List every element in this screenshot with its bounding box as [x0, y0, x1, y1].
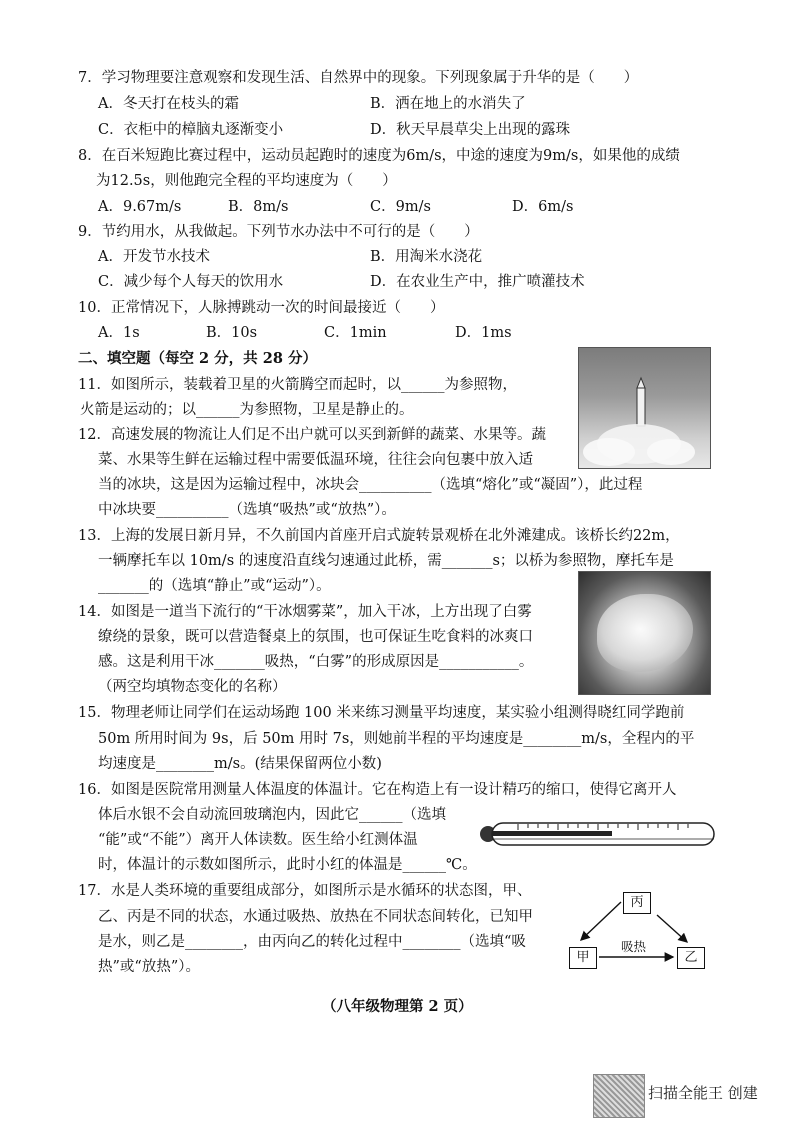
- q17-line4: 热”或“放热”）。: [98, 959, 200, 975]
- q8-stem-line1: 8．在百米短跑比赛过程中，运动员起跑时的速度为6m/s，中途的速度为9m/s，如果他的成绩: [78, 148, 680, 164]
- q11-line2: 火箭是运动的；以______为参照物，卫星是静止的。: [80, 402, 414, 418]
- q7-option-a: A．冬天打在枝头的霜: [98, 96, 239, 112]
- q16-line1: 16．如图是医院常用测量人体温度的体温计。它在构造上有一设计精巧的缩口，使得它离开人: [78, 782, 677, 798]
- dry-ice-dish-photo: [578, 571, 711, 695]
- q12-line2: 菜、水果等生鲜在运输过程中需要低温环境，往往会向包裹中放入适: [98, 452, 533, 468]
- rocket-launch-photo: [578, 347, 711, 469]
- q9-option-a: A．开发节水技术: [98, 249, 210, 265]
- q8-option-d: D．6m/s: [512, 199, 574, 215]
- q17-line2: 乙、丙是不同的状态，水通过吸热、放热在不同状态间转化，已知甲: [98, 909, 533, 925]
- clinical-thermometer: [478, 817, 720, 851]
- qr-code-icon: [593, 1074, 645, 1118]
- q13-line3: _______的（选填“静止”或“运动”）。: [98, 578, 331, 594]
- q14-line3: 感。这是利用干冰_______吸热，“白雾”的形成原因是___________。: [98, 654, 534, 670]
- q15-line3: 均速度是________m/s。(结果保留两位小数): [98, 756, 382, 772]
- q16-line4: 时，体温计的示数如图所示，此时小红的体温是______℃。: [98, 857, 477, 873]
- q7-stem: 7．学习物理要注意观察和发现生活、自然界中的现象。下列现象属于升华的是（ ）: [78, 70, 639, 86]
- state-yi-box: 乙: [677, 947, 705, 969]
- q10-option-d: D．1ms: [455, 325, 512, 341]
- q11-line1: 11．如图所示，装载着卫星的火箭腾空而起时，以______为参照物，: [78, 377, 517, 393]
- q8-option-b: B．8m/s: [228, 199, 289, 215]
- q8-option-a: A．9.67m/s: [98, 199, 182, 215]
- q7-option-c: C．衣柜中的樟脑丸逐渐变小: [98, 122, 284, 138]
- water-cycle-diagram: [565, 887, 715, 973]
- state-jia-box: 甲: [569, 947, 597, 969]
- q13-line2: 一辆摩托车以 10m/s 的速度沿直线匀速通过此桥，需_______s；以桥为参照物，摩托车是: [98, 553, 674, 569]
- q8-option-c: C．9m/s: [370, 199, 431, 215]
- q9-option-c: C．减少每个人每天的饮用水: [98, 274, 284, 290]
- q10-option-b: B．10s: [206, 325, 258, 341]
- q9-option-d: D．在农业生产中，推广喷灌技术: [370, 274, 585, 290]
- q10-stem: 10．正常情况下，人脉搏跳动一次的时间最接近（ ）: [78, 300, 445, 316]
- q10-option-c: C．1min: [324, 325, 387, 341]
- q10-option-a: A．1s: [98, 325, 140, 341]
- q16-line2: 体后水银不会自动流回玻璃泡内，因此它______（选填: [98, 807, 446, 823]
- arrow-label-absorb-heat: 吸热: [621, 939, 647, 954]
- q17-line3: 是水，则乙是________，由丙向乙的转化过程中________（选填“吸: [98, 934, 526, 950]
- arrow-bing-to-jia: [581, 902, 621, 940]
- q12-line1: 12．高速发展的物流让人们足不出户就可以买到新鲜的蔬菜、水果等。蔬: [78, 427, 546, 443]
- q14-line4: （两空均填物态变化的名称）: [98, 679, 287, 695]
- page-footer: （八年级物理第 2 页）: [322, 998, 473, 1015]
- state-bing-box: 丙: [623, 892, 651, 914]
- q7-option-d: D．秋天早晨草尖上出现的露珠: [370, 122, 571, 138]
- q16-line3: “能”或“不能”）离开人体读数。医生给小红测体温: [98, 832, 418, 848]
- q9-option-b: B．用淘米水浇花: [370, 249, 483, 265]
- q14-line1: 14．如图是一道当下流行的“干冰烟雾菜”，加入干冰，上方出现了白雾: [78, 604, 532, 620]
- q14-line2: 缭绕的景象，既可以营造餐桌上的氛围，也可保证生吃食料的冰爽口: [98, 629, 533, 645]
- rocket-icon: [579, 348, 710, 468]
- q12-line3: 当的冰块，这是因为运输过程中，冰块会__________（选填“熔化”或“凝固”），此过程: [98, 477, 643, 493]
- q15-line2: 50m 所用时间为 9s，后 50m 用时 7s，则她前半程的平均速度是________m/s，全程内的平: [98, 731, 695, 747]
- q8-stem-line2: 为12.5s，则他跑完全程的平均速度为（ ）: [96, 173, 397, 189]
- section-heading-fill-in: 二、填空题（每空 2 分，共 28 分）: [78, 350, 317, 367]
- q15-line1: 15．物理老师让同学们在运动场跑 100 米来练习测量平均速度，某实验小组测得晓红同学跑前: [78, 705, 685, 721]
- arrow-bing-to-yi: [657, 915, 687, 942]
- fog-icon: [597, 594, 693, 672]
- q17-line1: 17．水是人类环境的重要组成部分，如图所示是水循环的状态图，甲、: [78, 883, 532, 899]
- q7-option-b: B．洒在地上的水消失了: [370, 96, 526, 112]
- q13-line1: 13．上海的发展日新月异，不久前国内首座开启式旋转景观桥在北外滩建成。该桥长约22m，: [78, 528, 680, 544]
- q9-stem: 9．节约用水，从我做起。下列节水办法中不可行的是（ ）: [78, 224, 479, 240]
- q12-line4: 中冰块要__________（选填“吸热”或“放热”）。: [98, 502, 396, 518]
- thermometer-icon: [478, 817, 720, 851]
- scanner-watermark: 扫描全能王 创建: [648, 1084, 758, 1102]
